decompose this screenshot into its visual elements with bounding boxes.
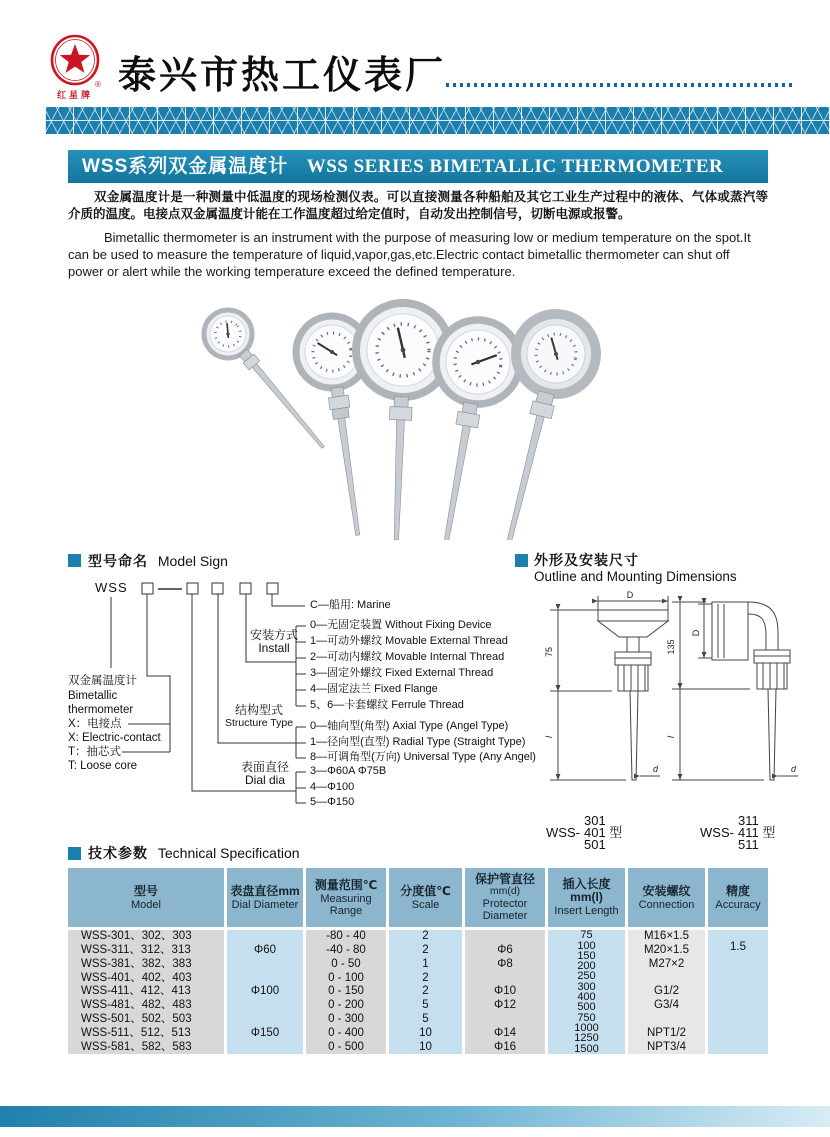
spec-row bbox=[68, 1013, 768, 1027]
catalog-page: ® 红星牌 泰兴市热工仪表厂 WSS系列双金属温度计 WSS SERIES BIMETALLIC THERMOMETER 双金属温度计是一种测量中低温度的现场检测仪表。可以直接测量各种船舶及其它工业生产过程中的液体、气体或蒸汽等介质的温度。电接点双金属温度计能在工作温度超过给定值时，自动发出控制信号，切断电源或报警。 Bimetallic thermometer is an instrument with the purpose of measuring low or medium temperature on the spot.It can be used to measure the temperature of liquid,vapor,gas,etc.Electric contact bimetallic thermometer can shut off power or alert while the working temperature exceed the defined temperature. 型号命名 Model Sign WSS C—船用: Marine 0—无固定装置 Without Fixing Device 1—可动外螺纹 Movable External Thread 2—可动内螺纹 Movable Internal Thread 3—固定外螺纹 Fixed External Thread 4—固定法兰 Fixed Flange 5、6—卡套螺纹 Ferrule Thread 0—轴向型(角型) Axial Type (Angel Type) 1—径向型(直型) Radial Type (Straight Type) 8—可调角型(万向) Universal Type (Any Angel) 3—Φ60A Φ75B 4—Φ100 5—Φ150 安装方式 Install 结构型式 Structure Type 表面直径 Dial dia 双金属温度计 Bimetallic thermometer X：电接点 X: Electric-contact T：抽芯式 T: Loose core 外形及安装尺寸 Outline and Mounting Dimensions D 75 l d D 135 l d WSS- 301 401 型 501 WSS- 311 411 型 511 技术参数 Technical Specification 型号 Model 表盘直径mm Dial Diameter 测量范围℃ Measuring Range 分度值℃ Scale 保护管直径 mm(d) Protector Diameter 插入长度mm(l) Insert Length 安装螺纹 Connection 精度 Accuracy WSS-301、302、303 Φ60 -80 - 40 2 75 100 150 200 250 300 400 500 750 1000 1250 1500 M16×1.5 1.5 WSS-311、312、313 -40 - 80 2 Φ6 M20×1.5 WSS-381、382、383 0 - 50 1 Φ8 M27×2 WSS-401、402、403 Φ100 0 - 100 2 WSS-411、412、413 0 - 150 2 Φ10 G1/2 WSS-481、482、483 0 - 200 5 Φ12 G3/4 WSS-501、502、503 Φ150 0 - 300 5 WSS-511、512、513 0 - 400 10 Φ14 NPT1/2 WSS-581、582、583 0 - 500 10 Φ16 NPT3/4 bbox=[0, 0, 830, 1137]
install-option: 4—固定法兰 Fixed Flange bbox=[310, 683, 438, 695]
col-header-scale: 分度值℃ Scale bbox=[386, 868, 462, 930]
protector-cell bbox=[462, 930, 545, 944]
model-sign-diagram bbox=[68, 578, 518, 813]
model-cell: WSS-301、302、303 bbox=[68, 930, 224, 944]
model-cell: WSS-401、402、403 bbox=[68, 971, 224, 985]
protector-cell bbox=[462, 971, 545, 985]
model-cell: WSS-581、582、583 bbox=[68, 1040, 224, 1054]
install-option: 2—可动内螺纹 Movable Internal Thread bbox=[310, 651, 505, 663]
spec-row bbox=[68, 930, 768, 944]
option-marine: C—船用: Marine bbox=[310, 599, 391, 611]
registered-mark: ® bbox=[95, 80, 101, 89]
scale-cell: 5 bbox=[386, 999, 462, 1013]
left-label: 双金属温度计 bbox=[68, 675, 137, 687]
scale-cell: 2 bbox=[386, 971, 462, 985]
page-title bbox=[68, 150, 768, 183]
model-cell: WSS-481、482、483 bbox=[68, 999, 224, 1013]
star-icon bbox=[60, 44, 90, 73]
section-bullet-icon bbox=[515, 554, 528, 567]
dial-group-label: 表面直径 Dial dia bbox=[240, 760, 289, 787]
outline-drawings bbox=[515, 590, 830, 840]
model-prefix: WSS bbox=[95, 580, 128, 595]
dotted-divider bbox=[446, 83, 794, 87]
connection-cell bbox=[625, 1013, 705, 1027]
dial-cell: Φ100 bbox=[224, 971, 303, 1012]
spec-row bbox=[68, 1027, 768, 1041]
spec-row bbox=[68, 1040, 768, 1054]
spec-row bbox=[68, 971, 768, 985]
left-label: X：电接点 bbox=[68, 718, 122, 730]
page-title-zh: WSS系列双金属温度计 bbox=[82, 156, 289, 177]
range-cell: 0 - 50 bbox=[303, 958, 386, 972]
dial-option: 5—Φ150 bbox=[310, 796, 355, 808]
left-label: X: Electric-contact bbox=[68, 732, 161, 744]
spec-row bbox=[68, 958, 768, 972]
left-label: T: Loose core bbox=[68, 760, 138, 772]
protector-cell: Φ6 bbox=[462, 944, 545, 958]
install-option: 0—无固定装置 Without Fixing Device bbox=[310, 619, 492, 631]
footer-band bbox=[0, 1106, 830, 1127]
intro-paragraph-zh: 双金属温度计是一种测量中低温度的现场检测仪表。可以直接测量各种船舶及其它工业生产过程中的液体、气体或蒸汽等介质的温度。电接点双金属温度计能在工作温度超过给定值时，自动发出控制信号，切断电源或报警。 bbox=[68, 190, 768, 221]
dim-label: l bbox=[544, 736, 554, 738]
insert-length-cell: 75 100 150 200 250 300 400 500 750 1000 1250 1500 bbox=[545, 930, 625, 1054]
left-label: Bimetallic bbox=[68, 690, 118, 702]
col-header-connection: 安装螺纹 Connection bbox=[625, 868, 705, 930]
accuracy-cell: 1.5 bbox=[705, 930, 768, 1054]
dim-label: l bbox=[666, 736, 676, 738]
lattice-band-top bbox=[45, 107, 830, 134]
protector-cell: Φ16 bbox=[462, 1040, 545, 1054]
outline-section-title: 外形及安装尺寸 bbox=[534, 552, 639, 568]
spec-row bbox=[68, 999, 768, 1013]
range-cell: -40 - 80 bbox=[303, 944, 386, 958]
col-header-dial: 表盘直径mm Dial Diameter bbox=[224, 868, 303, 930]
col-header-range: 测量范围℃ Measuring Range bbox=[303, 868, 386, 930]
connection-cell: M16×1.5 bbox=[625, 930, 705, 944]
red-star-logo bbox=[42, 34, 108, 90]
connection-cell: NPT1/2 bbox=[625, 1027, 705, 1041]
brand-label: 红星牌 bbox=[56, 90, 93, 100]
dial-option: 3—Φ60A Φ75B bbox=[310, 765, 387, 777]
dim-label: D bbox=[691, 629, 701, 637]
structure-group-label: 结构型式 Structure Type bbox=[224, 703, 294, 729]
model-cell: WSS-501、502、503 bbox=[68, 1013, 224, 1027]
model-sign-title-zh: 型号命名 bbox=[88, 553, 148, 569]
protector-cell bbox=[462, 1013, 545, 1027]
install-option: 1—可动外螺纹 Movable External Thread bbox=[310, 635, 508, 647]
range-cell: 0 - 100 bbox=[303, 971, 386, 985]
dim-label: 75 bbox=[544, 646, 554, 658]
connection-cell: G3/4 bbox=[625, 999, 705, 1013]
spec-header-row bbox=[68, 868, 768, 930]
range-cell: 0 - 300 bbox=[303, 1013, 386, 1027]
col-header-protector: 保护管直径 mm(d) Protector Diameter bbox=[462, 868, 545, 930]
outline-section-subtitle: Outline and Mounting Dimensions bbox=[534, 569, 737, 584]
range-cell: 0 - 200 bbox=[303, 999, 386, 1013]
protector-cell: Φ10 bbox=[462, 985, 545, 999]
structure-option: 8—可调角型(万向) Universal Type (Any Angel) bbox=[310, 751, 536, 763]
section-bullet-icon bbox=[68, 554, 81, 567]
spec-row bbox=[68, 944, 768, 958]
spec-row bbox=[68, 985, 768, 999]
scale-cell: 10 bbox=[386, 1027, 462, 1041]
section-bullet-icon bbox=[68, 847, 81, 860]
spec-table bbox=[68, 868, 768, 1054]
structure-option: 0—轴向型(角型) Axial Type (Angel Type) bbox=[310, 720, 509, 732]
col-header-accuracy: 精度 Accuracy bbox=[705, 868, 768, 930]
scale-cell: 2 bbox=[386, 985, 462, 999]
page-title-en: WSS SERIES BIMETALLIC THERMOMETER bbox=[306, 156, 724, 177]
scale-cell: 10 bbox=[386, 1040, 462, 1054]
connection-cell: G1/2 bbox=[625, 985, 705, 999]
connection-cell: M27×2 bbox=[625, 958, 705, 972]
range-cell: -80 - 40 bbox=[303, 930, 386, 944]
structure-option: 1—径向型(直型) Radial Type (Straight Type) bbox=[310, 736, 526, 748]
scale-cell: 5 bbox=[386, 1013, 462, 1027]
dial-option: 4—Φ100 bbox=[310, 781, 355, 793]
connection-cell: NPT3/4 bbox=[625, 1040, 705, 1054]
scale-cell: 2 bbox=[386, 930, 462, 944]
model-sign-title-en: Model Sign bbox=[157, 553, 228, 569]
connection-cell: M20×1.5 bbox=[625, 944, 705, 958]
range-cell: 0 - 400 bbox=[303, 1027, 386, 1041]
model-cell: WSS-511、512、513 bbox=[68, 1027, 224, 1041]
range-cell: 0 - 150 bbox=[303, 985, 386, 999]
dim-label: D bbox=[626, 590, 634, 600]
col-header-model: 型号 Model bbox=[68, 868, 224, 930]
dim-label: d bbox=[653, 764, 659, 774]
model-cell: WSS-381、382、383 bbox=[68, 958, 224, 972]
model-cell: WSS-311、312、313 bbox=[68, 944, 224, 958]
range-cell: 0 - 500 bbox=[303, 1040, 386, 1054]
company-name: 泰兴市热工仪表厂 bbox=[118, 55, 447, 97]
scale-cell: 1 bbox=[386, 958, 462, 972]
scale-cell: 2 bbox=[386, 944, 462, 958]
model-cell: WSS-411、412、413 bbox=[68, 985, 224, 999]
connection-cell bbox=[625, 971, 705, 985]
model-sign-section-title bbox=[88, 551, 228, 571]
intro-paragraph-en: Bimetallic thermometer is an instrument with the purpose of measuring low or medium temperature on the spot.It can be used to measure the temperature of liquid,vapor,gas,etc.Electric contact bimetallic thermometer can shut off power or alert while the working temperature exceed the defined temperature. bbox=[68, 230, 751, 279]
dial-cell: Φ150 bbox=[224, 1013, 303, 1054]
install-option: 5、6—卡套螺纹 Ferrule Thread bbox=[310, 699, 464, 711]
left-label: T：抽芯式 bbox=[68, 746, 122, 758]
protector-cell: Φ8 bbox=[462, 958, 545, 972]
spec-section-title: 技术参数 Technical Specification bbox=[88, 845, 300, 861]
protector-cell: Φ14 bbox=[462, 1027, 545, 1041]
dial-cell: Φ60 bbox=[224, 930, 303, 971]
install-option: 3—固定外螺纹 Fixed External Thread bbox=[310, 667, 494, 679]
protector-cell: Φ12 bbox=[462, 999, 545, 1013]
install-group-label: 安装方式 Install bbox=[250, 628, 299, 655]
left-label: thermometer bbox=[68, 704, 134, 716]
dim-label: d bbox=[791, 764, 797, 774]
product-photo bbox=[160, 278, 670, 540]
dim-label: 135 bbox=[666, 639, 676, 655]
col-header-insert: 插入长度mm(l) Insert Length bbox=[545, 868, 625, 930]
